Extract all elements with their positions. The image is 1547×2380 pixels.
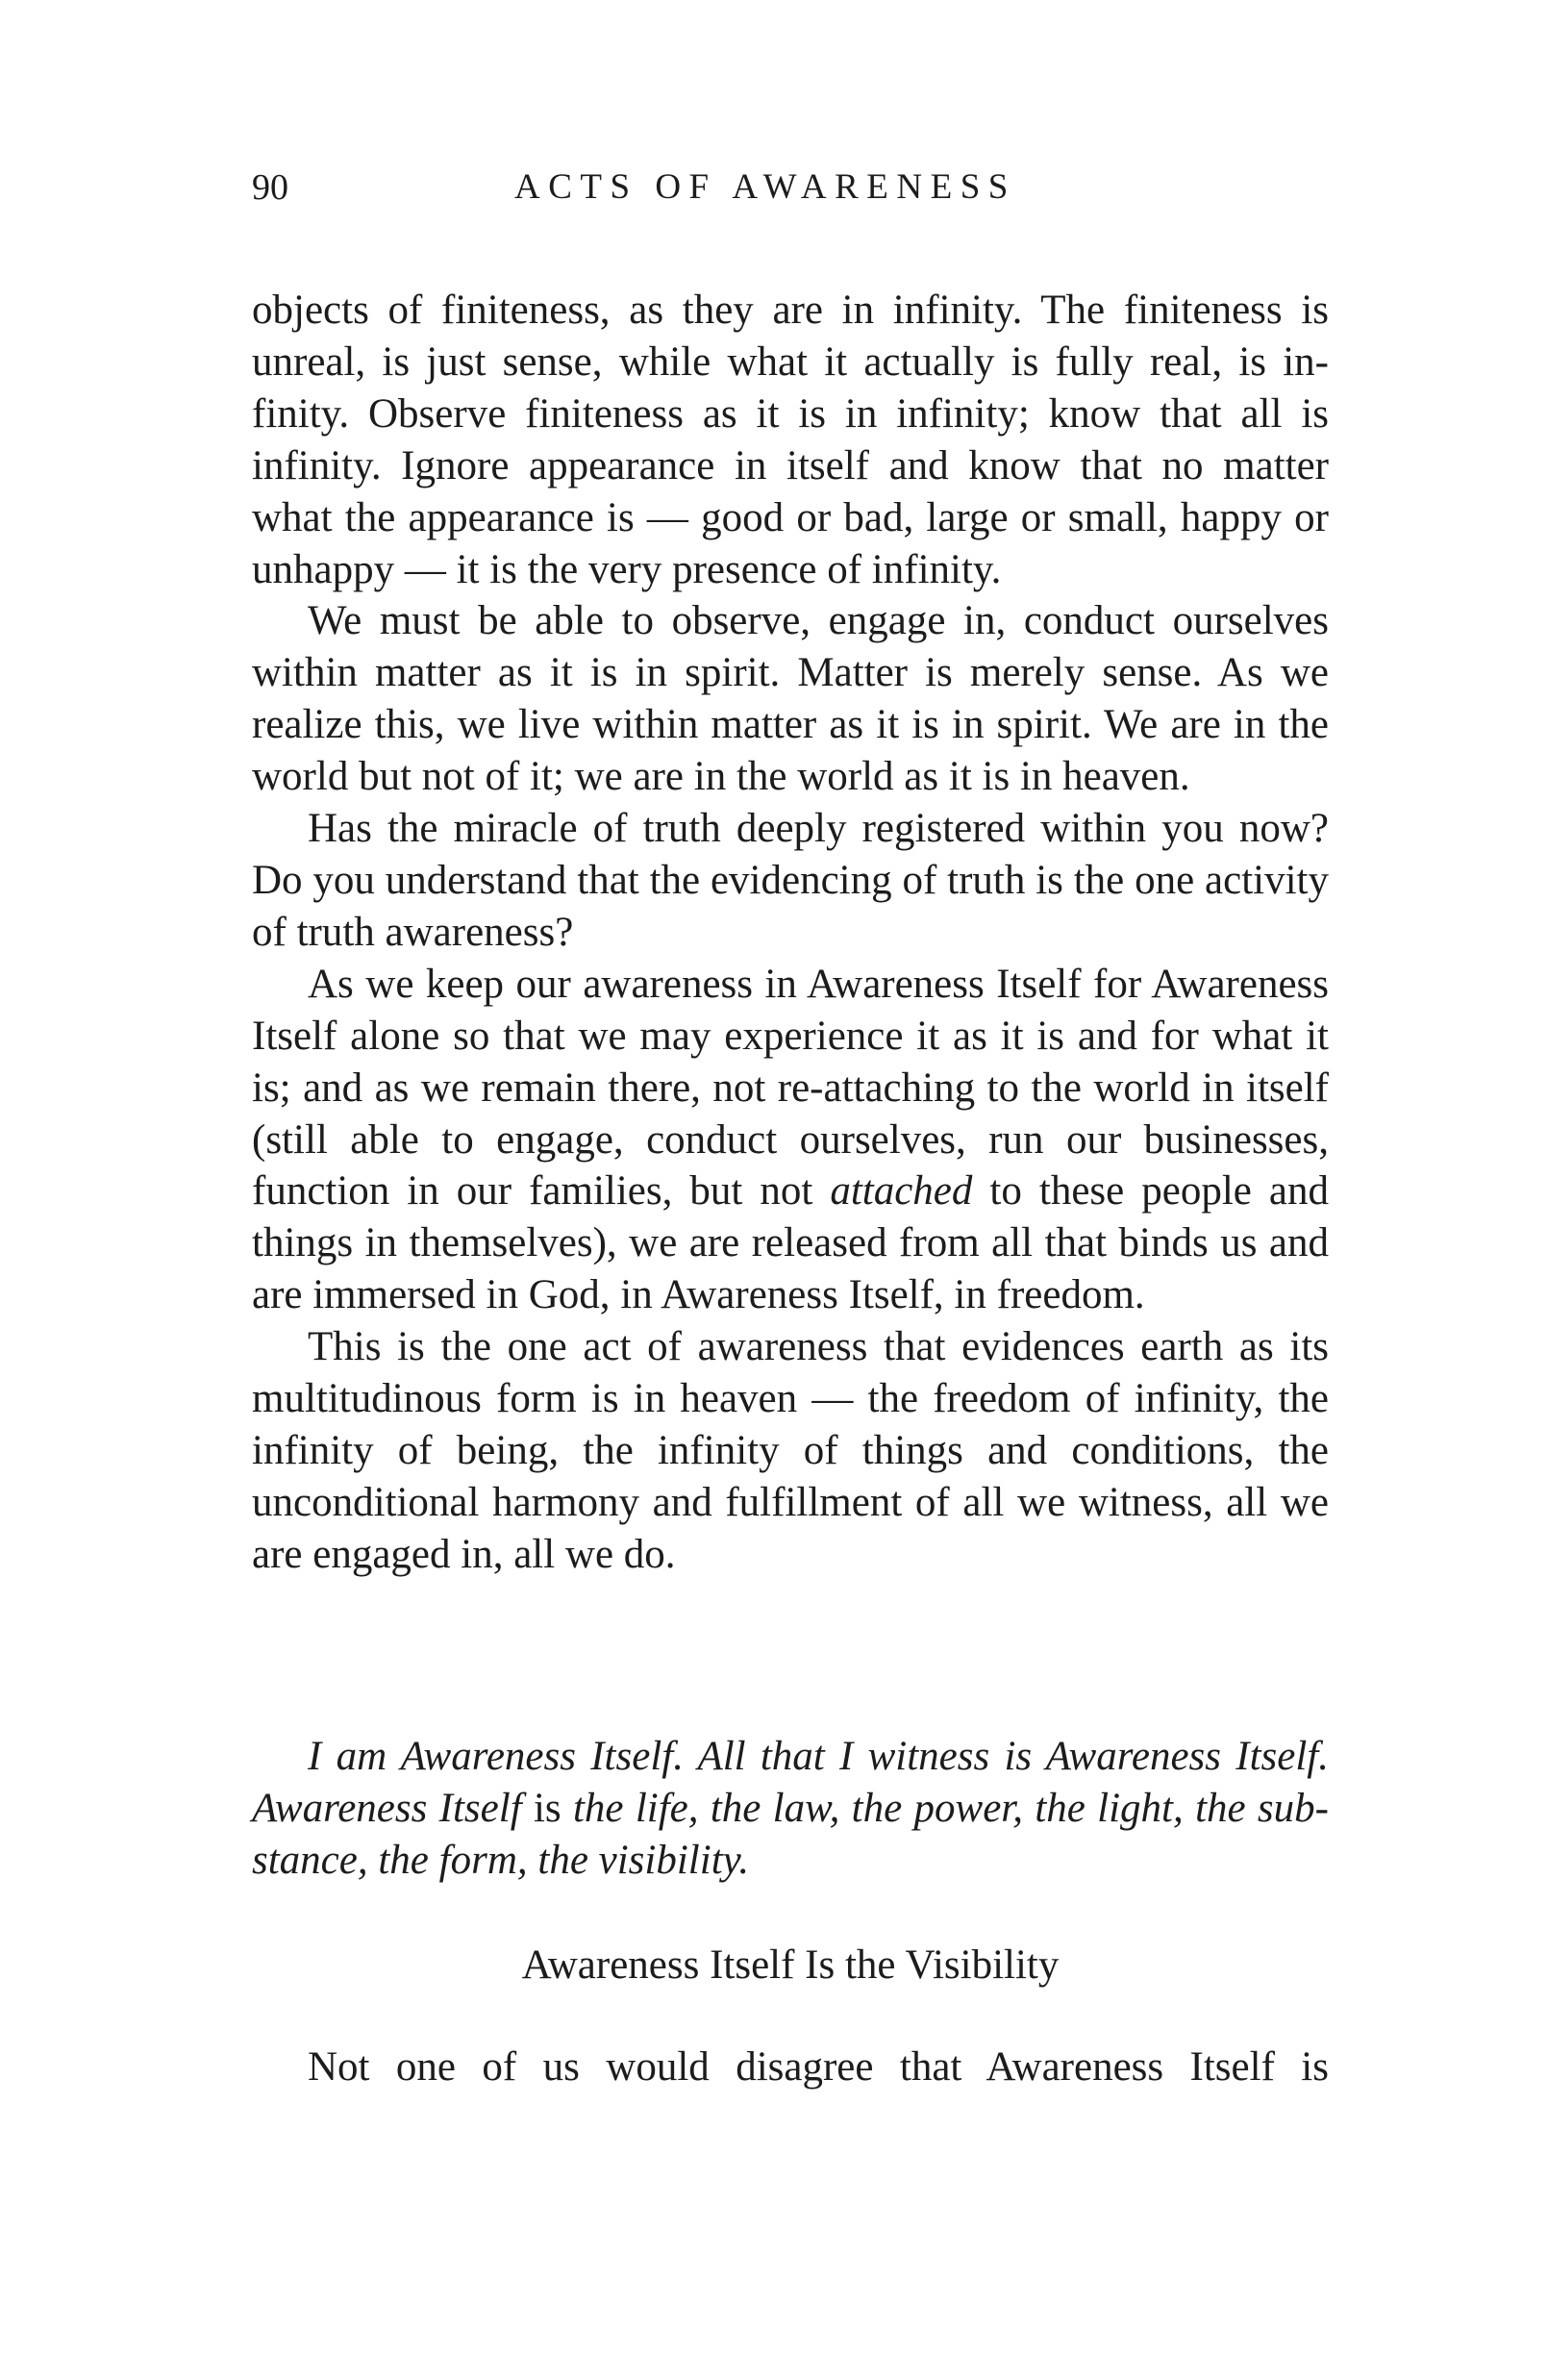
- affirmation-part-2: the life, the law, the power, the light, the substance, the form, the visibility.: [252, 1786, 1329, 1883]
- emphasis-attached: attached: [830, 1168, 973, 1215]
- running-head-title: ACTS OF AWARENESS: [514, 167, 1016, 207]
- paragraph-4-text: As we keep our awareness in Awareness Itself for Awareness Itself alone so that we may experience it as it is and for what it is; and as we remain there, not re-attaching to the world in itself (still able to engage, conduct ourselves, run our businesses, function in our families, but not: [252, 961, 1329, 1215]
- paragraph-4: [252, 959, 1329, 1321]
- italic-affirmation: [252, 1731, 1329, 1887]
- section-heading: Awareness Itself Is the Visibility: [521, 1942, 1060, 1988]
- paragraph-4-tail: to these people and things in themselves), we are released from all that binds us and are immersed in God, in Awareness Itself, in freedom.: [252, 1168, 1329, 1318]
- paragraph-1: objects of finiteness, as they are in infinity. The finiteness is unreal, is just sense, while what it actually is fully real, is infinity. Observe finiteness as it is in infinity; know that all is infinity. Ignore appearance in itself and know that no matter what the appearance is — good or bad, large or small, happy or unhappy — it is the very presence of infinity.: [252, 288, 1329, 592]
- paragraph-2: We must be able to observe, engage in, conduct ourselves within matter as it is in spirit. Matter is merely sense. As we realize this, we live within matter as it is in spirit. We are in the world but not of it; we are in the world as it is in heaven.: [252, 598, 1329, 800]
- paragraph-5: This is the one act of awareness that evidences earth as its multitudinous form is in heaven — the freedom of infinity, the infinity of being, the infinity of things and conditions, the unconditional harmony and fulfillment of all we witness, all we are engaged in, all we do.: [252, 1324, 1329, 1577]
- body-text: [252, 285, 1329, 1581]
- page-number: 90: [252, 167, 288, 208]
- paragraph-3: Has the miracle of truth deeply registered within you now? Do you understand that the evidencing of truth is the one activity of truth awareness?: [252, 806, 1329, 955]
- affirmation-part-1: I am Awareness Itself. All that I witness is Awareness Itself. Awareness Itself: [252, 1734, 1329, 1831]
- running-header: [252, 163, 1329, 212]
- paragraph-continuation: Not one of us would disagree that Awareness Itself is: [308, 2044, 1329, 2090]
- affirmation-upright-word: is: [533, 1786, 561, 1831]
